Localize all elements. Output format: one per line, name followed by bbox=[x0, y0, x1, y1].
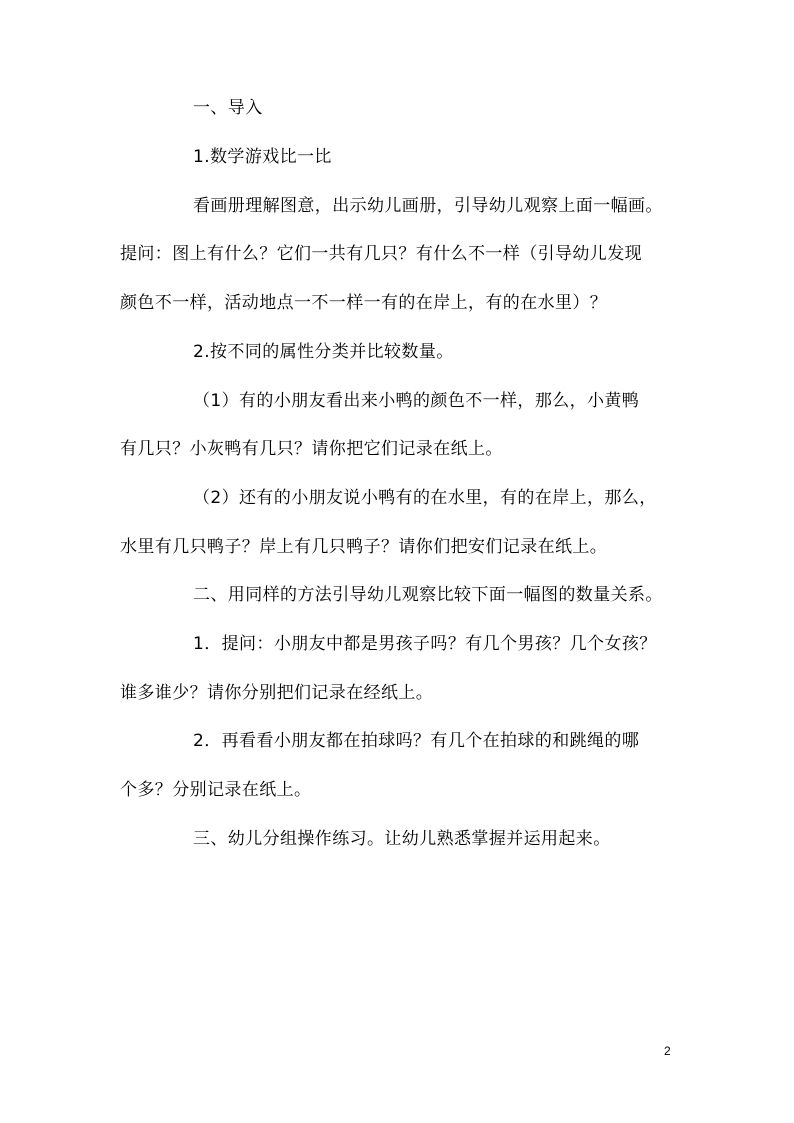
paragraph-line: 2．再看看小朋友都在拍球吗？有几个在拍球的和跳绳的哪 bbox=[193, 731, 640, 751]
section-heading-method: 二、用同样的方法引导幼儿观察比较下面一幅图的数量关系。 bbox=[193, 585, 663, 605]
paragraph-line: 有几只？小灰鸭有几只？请你把它们记录在纸上。 bbox=[120, 439, 503, 459]
paragraph-line: 个多？分别记录在纸上。 bbox=[120, 780, 312, 800]
paragraph-line: 看画册理解图意，出示幼儿画册，引导幼儿观察上面一幅画。 bbox=[193, 196, 663, 216]
paragraph-line: 颜色不一样，活动地点一不一样一有的在岸上，有的在水里）？ bbox=[120, 293, 608, 313]
subheading-classify: 2.按不同的属性分类并比较数量。 bbox=[193, 342, 454, 362]
subheading-math-game: 1.数学游戏比一比 bbox=[193, 147, 332, 167]
page-number: 2 bbox=[664, 1044, 671, 1058]
paragraph-line: 谁多谁少？请你分别把们记录在经纸上。 bbox=[120, 683, 434, 703]
paragraph-line: （1）有的小朋友看出来小鸭的颜色不一样，那么，小黄鸭 bbox=[193, 391, 640, 411]
paragraph-line: 提问：图上有什么？它们一共有几只？有什么不一样（引导幼儿发现 bbox=[120, 244, 642, 264]
paragraph-line: （2）还有的小朋友说小鸭有的在水里，有的在岸上，那么， bbox=[193, 488, 657, 508]
paragraph-line: 1．提问：小朋友中都是男孩子吗？有几个男孩？几个女孩？ bbox=[193, 634, 657, 654]
paragraph-line: 水里有几只鸭子？岸上有几只鸭子？请你们把安们记录在纸上。 bbox=[120, 537, 608, 557]
section-heading-practice: 三、幼儿分组操作练习。让幼儿熟悉掌握并运用起来。 bbox=[193, 829, 611, 849]
section-heading-intro: 一、导入 bbox=[193, 98, 263, 118]
